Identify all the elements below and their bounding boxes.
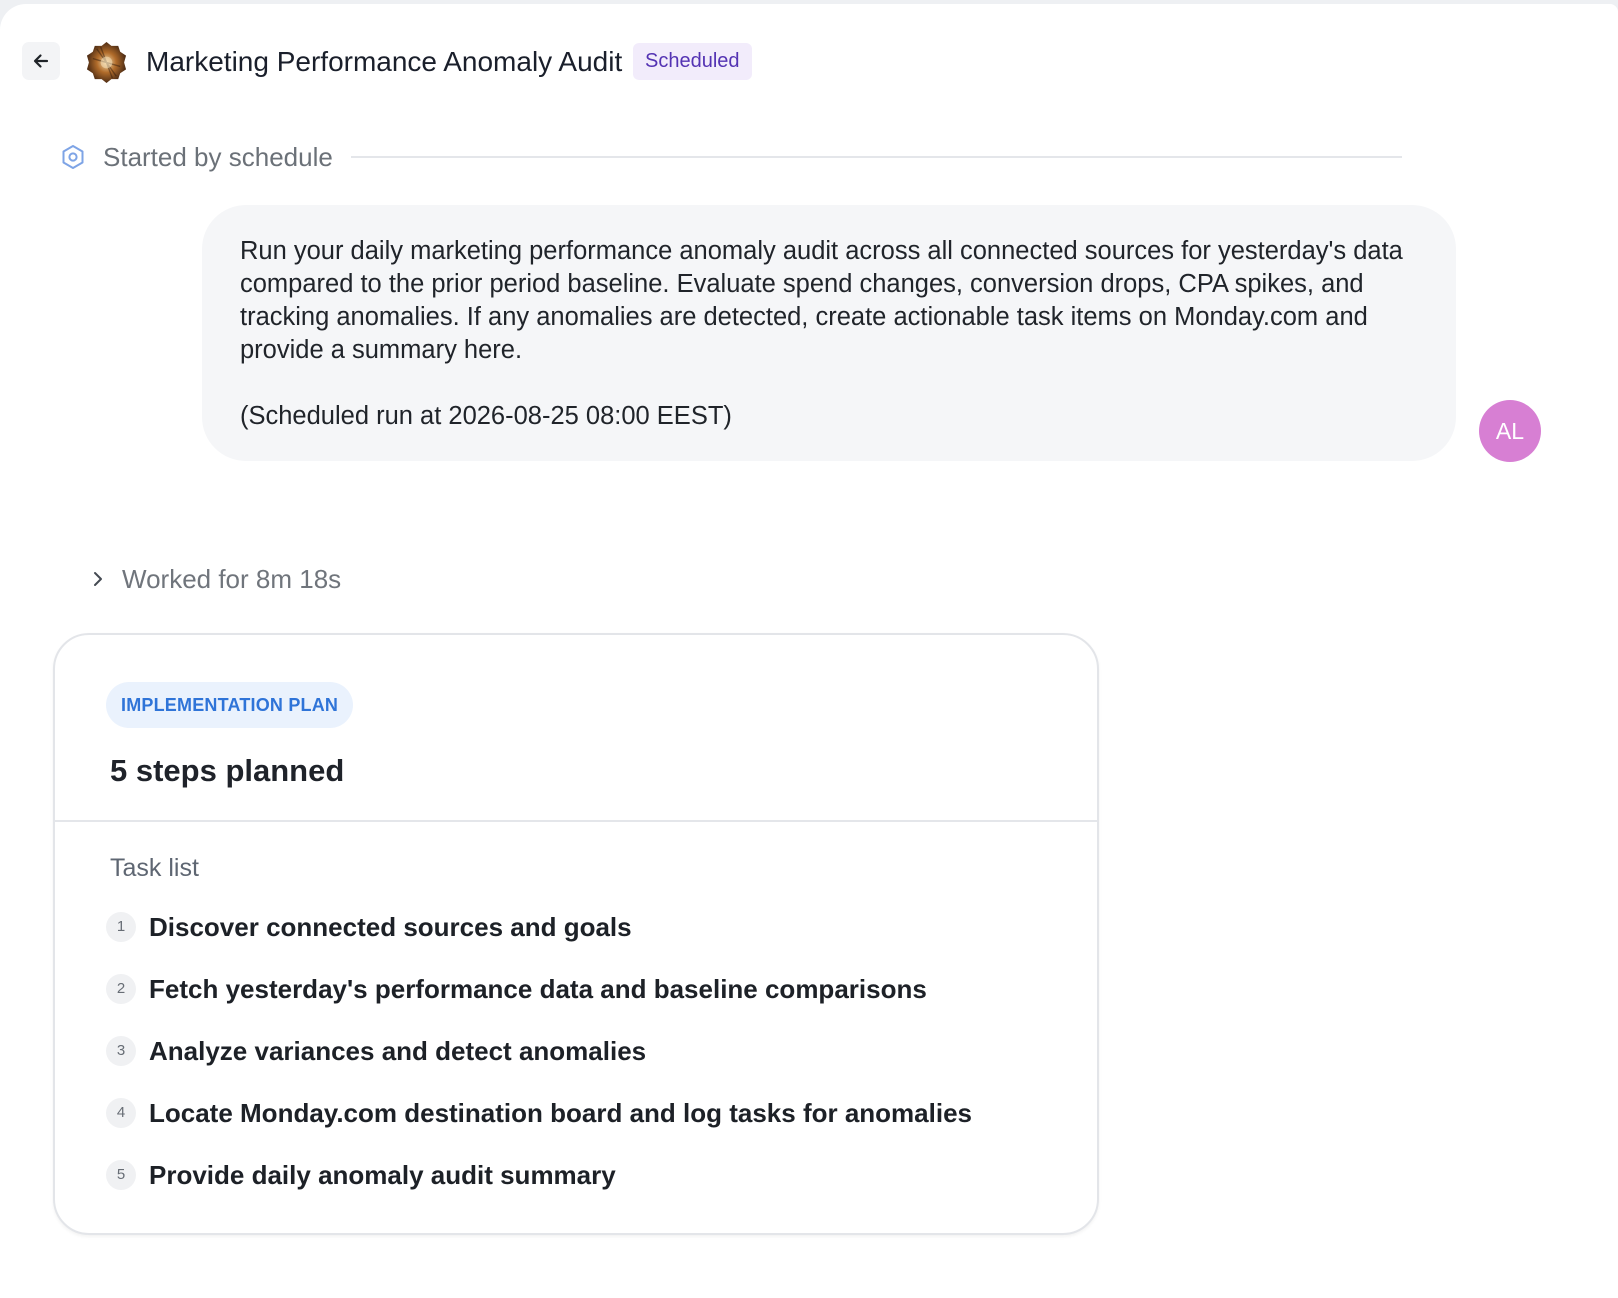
worked-for-label: Worked for 8m 18s (122, 563, 342, 594)
task-list-title: Task list (110, 854, 199, 882)
chevron-right-icon (88, 569, 108, 589)
hexagon-schedule-icon (60, 144, 86, 170)
page-title: Marketing Performance Anomaly Audit (146, 46, 623, 77)
task-number: 1 (106, 912, 136, 942)
task-text: Provide daily anomaly audit summary (149, 1159, 616, 1190)
arrow-left-icon (31, 51, 51, 71)
avatar: AL (1479, 400, 1541, 462)
plan-tag: IMPLEMENTATION PLAN (106, 682, 353, 728)
chat-window (0, 4, 1618, 1298)
status-badge: Scheduled (633, 43, 752, 80)
agent-logo-icon (85, 41, 128, 84)
task-number: 4 (106, 1098, 136, 1128)
task-text: Analyze variances and detect anomalies (149, 1035, 647, 1066)
task-item (106, 1158, 616, 1192)
divider (351, 156, 1402, 158)
worked-for-toggle[interactable] (88, 560, 341, 598)
schedule-label: Started by schedule (103, 142, 333, 172)
task-number: 3 (106, 1036, 136, 1066)
plan-heading: 5 steps planned (110, 753, 345, 788)
task-item (106, 1096, 972, 1130)
task-item (106, 972, 927, 1006)
task-number: 2 (106, 974, 136, 1004)
task-item (106, 910, 632, 944)
task-text: Discover connected sources and goals (149, 911, 632, 942)
task-text: Locate Monday.com destination board and log tasks for anomalies (149, 1097, 972, 1128)
user-message-bubble (202, 205, 1456, 461)
task-item (106, 1034, 646, 1068)
task-text: Fetch yesterday's performance data and baseline comparisons (149, 973, 927, 1004)
message-scheduled-note: (Scheduled run at 2026-08-25 08:00 EEST) (240, 402, 732, 430)
implementation-plan-card (53, 633, 1099, 1235)
task-number: 5 (106, 1160, 136, 1190)
message-paragraph: Run your daily marketing performance anomaly audit across all connected sources for yesterday's data compared to the prior period baseline. Evaluate spend changes, conversion drops, CPA spikes, and tracking anomalies. If any anomalies are detected, create actionable task items on Monday.com and provide a summary here. (240, 237, 1403, 364)
message-text (240, 235, 1418, 433)
divider (55, 820, 1097, 822)
back-button[interactable] (22, 42, 60, 80)
